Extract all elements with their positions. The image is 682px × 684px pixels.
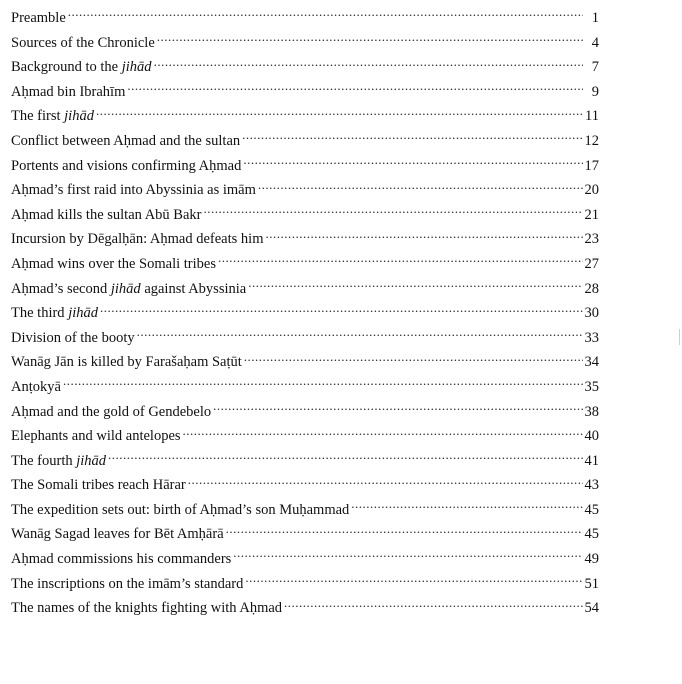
toc-page-number: 20	[584, 182, 599, 199]
toc-entry	[11, 522, 599, 547]
toc-entry	[11, 104, 599, 129]
toc-entry	[11, 129, 599, 154]
toc-page-number: 49	[584, 551, 599, 568]
toc-title-italic-segment: jihād	[64, 108, 94, 125]
toc-page-number: 43	[584, 477, 599, 494]
toc-entry	[11, 326, 599, 351]
toc-entry	[11, 424, 599, 449]
dot-leader	[183, 426, 583, 441]
toc-title-segment: Aḥmad and the gold of Gendebelo	[11, 403, 212, 420]
toc-page-number: 30	[584, 305, 599, 322]
toc-page-number: 21	[584, 206, 599, 223]
toc-entry-title	[11, 55, 152, 80]
toc-entry	[11, 252, 599, 277]
dot-leader	[63, 376, 583, 391]
dot-leader	[258, 180, 583, 195]
toc-entry-title	[11, 424, 181, 449]
toc-entry-title	[11, 31, 155, 56]
toc-entry	[11, 596, 599, 621]
toc-title-segment: Aḥmad wins over the Somali tribes	[11, 255, 216, 272]
toc-title-segment: Conflict between Aḥmad and the sultan	[11, 132, 241, 149]
dot-leader	[284, 598, 582, 613]
dot-leader	[265, 229, 582, 244]
toc-entry-title	[11, 104, 94, 129]
dot-leader	[204, 204, 583, 219]
toc-page-number: 9	[591, 83, 599, 100]
toc-title-segment: Aḥmad’s second	[11, 280, 111, 297]
toc-title-segment: The third	[11, 305, 69, 322]
toc-title-italic-segment: jihād	[68, 305, 98, 322]
toc-page-number: 34	[584, 354, 599, 371]
toc-title-segment: Aḥmad’s first raid into Abyssinia as imām	[11, 182, 256, 199]
toc-page-number: 12	[584, 132, 599, 149]
dot-leader	[233, 549, 582, 564]
toc-entry	[11, 80, 599, 105]
dot-leader	[226, 524, 583, 539]
toc-title-segment: Elephants and wild antelopes	[11, 428, 181, 445]
toc-entry	[11, 301, 599, 326]
toc-entry-title	[11, 473, 186, 498]
dot-leader	[96, 106, 583, 121]
toc-entry	[11, 473, 599, 498]
toc-title-segment: Aḥmad commissions his commanders	[11, 551, 232, 568]
toc-entry-title	[11, 252, 216, 277]
toc-page-number: 4	[591, 34, 599, 51]
toc-title-segment: Anṭokyā	[11, 378, 61, 395]
toc-page-number: 45	[584, 501, 599, 518]
toc-title-segment: The names of the knights fighting with Aḥmad	[11, 600, 283, 617]
toc-entry-title	[11, 596, 282, 621]
toc-title-segment: The Somali tribes reach Hārar	[11, 477, 186, 494]
toc-entry-title	[11, 400, 211, 425]
toc-entry-title	[11, 227, 263, 252]
toc-title-italic-segment: jihād	[110, 280, 141, 297]
toc-title-segment: Preamble	[11, 10, 66, 26]
toc-entry	[11, 6, 599, 31]
toc-entry	[11, 449, 599, 474]
toc-title-segment: against Abyssinia	[140, 280, 247, 297]
toc-title-segment: Incursion by Dēgalḥān: Aḥmad defeats him	[11, 231, 264, 248]
toc-entry	[11, 400, 599, 425]
toc-page-number: 28	[584, 280, 599, 297]
dot-leader	[213, 401, 582, 416]
toc-entry-title	[11, 203, 202, 228]
toc-title-segment: The fourth	[11, 452, 77, 469]
toc-page-number: 51	[584, 575, 599, 592]
toc-entry-title	[11, 178, 256, 203]
toc-page-number: 45	[584, 526, 599, 543]
scan-artifact	[679, 329, 680, 345]
toc-entry-title	[11, 498, 349, 523]
dot-leader	[137, 327, 583, 342]
toc-entry-title	[11, 547, 231, 572]
toc-page-number: 38	[584, 403, 599, 420]
toc-entry	[11, 572, 599, 597]
dot-leader	[157, 32, 583, 47]
toc-entry-title	[11, 522, 224, 547]
dot-leader	[127, 81, 583, 96]
toc-entry-title	[11, 277, 246, 302]
toc-entry-title	[11, 449, 106, 474]
toc-title-segment: Division of the booty	[11, 329, 135, 346]
toc-entry-title	[11, 6, 66, 31]
toc-entry	[11, 498, 599, 523]
toc-page-number: 35	[584, 378, 599, 395]
toc-entry-title	[11, 129, 240, 154]
toc-entry-title	[11, 80, 125, 105]
dot-leader	[248, 278, 582, 293]
toc-page-number: 7	[591, 59, 599, 76]
toc-entry	[11, 277, 599, 302]
dot-leader	[188, 475, 583, 490]
toc-entry	[11, 350, 599, 375]
toc-title-segment: Aḥmad kills the sultan Abū Bakr	[11, 206, 202, 223]
toc-entry	[11, 227, 599, 252]
toc-title-segment: Aḥmad bin Ibrahīm	[11, 83, 126, 100]
toc-entry	[11, 178, 599, 203]
toc-title-segment: The expedition sets out: birth of Aḥmad’s son Muḥammad	[11, 501, 350, 518]
table-of-contents	[11, 6, 599, 621]
dot-leader	[243, 155, 582, 170]
toc-title-segment: Wanāg Jān is killed by Farašaḥam Saṭūt	[11, 354, 242, 371]
toc-page-number: 27	[584, 255, 599, 272]
toc-page-number: 1	[591, 10, 599, 26]
toc-page-number: 54	[584, 600, 599, 617]
dot-leader	[154, 57, 583, 72]
toc-title-italic-segment: jihād	[76, 452, 107, 469]
dot-leader	[100, 303, 583, 318]
toc-entry-title	[11, 375, 61, 400]
toc-title-segment: The first	[11, 108, 65, 125]
dot-leader	[108, 450, 582, 465]
toc-entry-title	[11, 326, 135, 351]
toc-title-segment: The inscriptions on the imām’s standard	[11, 575, 244, 592]
toc-entry	[11, 31, 599, 56]
dot-leader	[244, 352, 583, 367]
toc-title-segment: Background to the	[11, 59, 122, 76]
toc-page-number: 40	[584, 428, 599, 445]
toc-entry	[11, 154, 599, 179]
dot-leader	[245, 573, 582, 588]
dot-leader	[242, 130, 582, 145]
dot-leader	[218, 253, 583, 268]
toc-entry	[11, 203, 599, 228]
toc-title-segment: Portents and visions confirming Aḥmad	[11, 157, 242, 174]
toc-entry-title	[11, 301, 98, 326]
toc-entry	[11, 547, 599, 572]
toc-entry-title	[11, 350, 242, 375]
toc-page-number: 11	[585, 108, 599, 125]
toc-page-number: 17	[584, 157, 599, 174]
dot-leader	[351, 499, 582, 514]
dot-leader	[68, 8, 583, 23]
toc-title-segment: Sources of the Chronicle	[11, 34, 155, 51]
toc-page-number: 41	[584, 452, 599, 469]
toc-entry	[11, 375, 599, 400]
toc-entry	[11, 55, 599, 80]
toc-entry-title	[11, 572, 243, 597]
toc-title-italic-segment: jihād	[121, 59, 152, 76]
toc-page-number: 23	[584, 231, 599, 248]
toc-title-segment: Wanāg Sagad leaves for Bēt Amḥārā	[11, 526, 224, 543]
toc-page-number: 33	[584, 329, 599, 346]
toc-entry-title	[11, 154, 241, 179]
